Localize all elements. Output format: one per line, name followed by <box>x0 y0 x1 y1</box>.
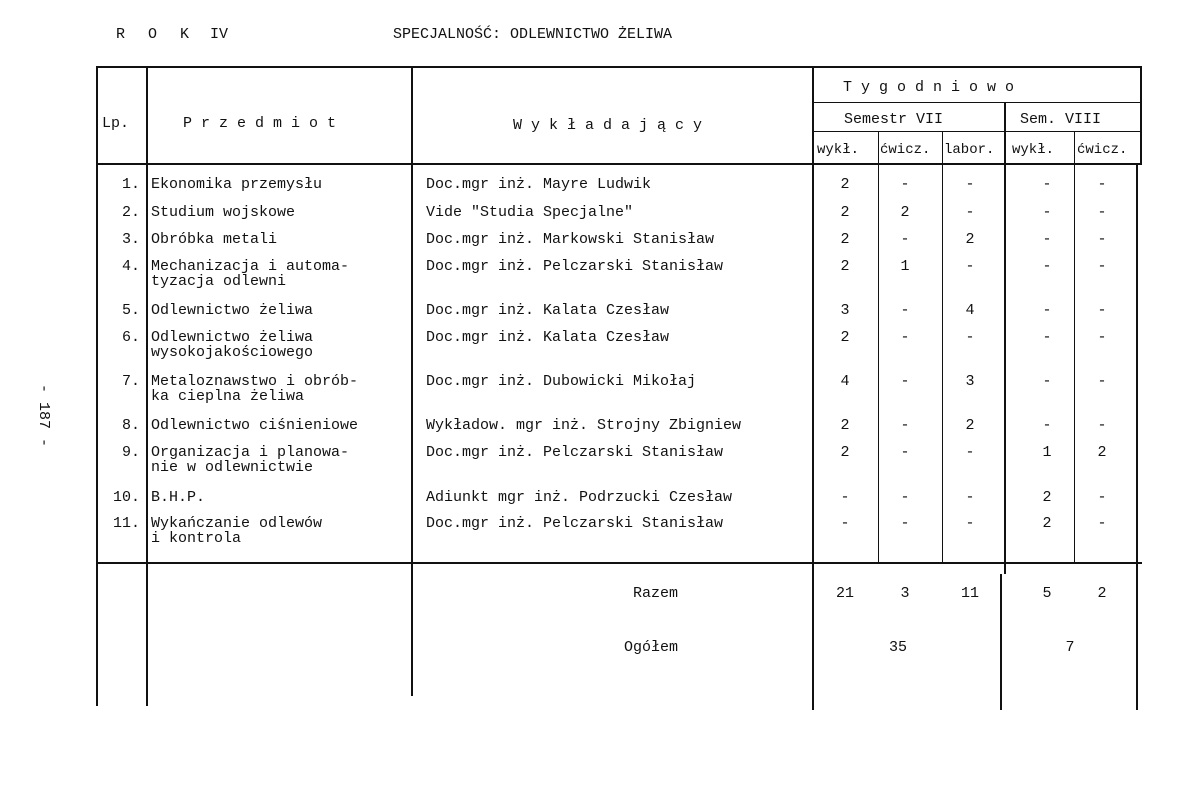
year-label: R O K <box>116 26 197 43</box>
row-subject: Organizacja i planowa- <box>151 444 350 461</box>
row-sem8-value: - <box>1097 515 1107 532</box>
row-subject: B.H.P. <box>151 489 206 506</box>
row-sem7-value: 1 <box>900 258 910 275</box>
col-weekly: T y g o d n i o w o <box>843 79 1015 96</box>
row-lp: 5. <box>121 302 140 319</box>
row-subject: tyzacja odlewni <box>151 273 287 290</box>
row-sem7-value: - <box>965 515 975 532</box>
razem-sem8-ex: 2 <box>1097 585 1107 602</box>
row-sem8-value: - <box>1042 417 1052 434</box>
row-sem8-value: - <box>1097 258 1107 275</box>
row-sem7-value: - <box>900 329 910 346</box>
razem-label: Razem <box>633 585 679 602</box>
row-sem8-value: - <box>1097 302 1107 319</box>
row-sem7-value: 4 <box>840 373 850 390</box>
row-sem7-value: 2 <box>840 417 850 434</box>
row-lecturer: Doc.mgr inż. Pelczarski Stanisław <box>426 515 724 532</box>
row-sem8-value: - <box>1097 176 1107 193</box>
row-sem8-value: - <box>1097 489 1107 506</box>
row-lecturer: Adiunkt mgr inż. Podrzucki Czesław <box>426 489 733 506</box>
row-sem7-value: - <box>840 489 850 506</box>
row-sem7-value: - <box>965 204 975 221</box>
row-sem8-value: 2 <box>1097 444 1107 461</box>
row-subject: wysokojakościowego <box>151 344 314 361</box>
row-sem7-value: - <box>965 176 975 193</box>
col-lp: Lp. <box>102 115 130 132</box>
row-sem8-value: 2 <box>1042 489 1052 506</box>
row-lecturer: Doc.mgr inż. Pelczarski Stanisław <box>426 258 724 275</box>
row-sem8-value: - <box>1097 329 1107 346</box>
row-lecturer: Wykładow. mgr inż. Strojny Zbigniew <box>426 417 742 434</box>
row-lecturer: Doc.mgr inż. Dubowicki Mikołaj <box>426 373 697 390</box>
col-sem7-ex: ćwicz. <box>880 142 931 158</box>
row-sem8-value: - <box>1042 329 1052 346</box>
row-subject: Studium wojskowe <box>151 204 296 221</box>
row-lecturer: Doc.mgr inż. Mayre Ludwik <box>426 176 652 193</box>
row-lecturer: Vide "Studia Specjalne" <box>426 204 634 221</box>
row-sem7-value: - <box>965 489 975 506</box>
row-subject: nie w odlewnictwie <box>151 459 314 476</box>
row-sem7-value: - <box>900 373 910 390</box>
row-lecturer: Doc.mgr inż. Kalata Czesław <box>426 302 670 319</box>
row-sem8-value: 2 <box>1042 515 1052 532</box>
row-subject: Ekonomika przemysłu <box>151 176 323 193</box>
col-sem7-lab: labor. <box>944 142 995 158</box>
row-sem7-value: 2 <box>840 444 850 461</box>
col-sem7-lec: wykł. <box>817 142 860 158</box>
row-sem7-value: 2 <box>965 417 975 434</box>
row-subject: Obróbka metali <box>151 231 278 248</box>
row-lp: 2. <box>121 204 140 221</box>
row-sem8-value: - <box>1042 176 1052 193</box>
col-subject: P r z e d m i o t <box>183 115 337 132</box>
row-sem7-value: - <box>900 417 910 434</box>
row-sem8-value: - <box>1042 231 1052 248</box>
col-sem8: Sem. VIII <box>1020 111 1102 128</box>
row-sem7-value: - <box>900 489 910 506</box>
row-sem7-value: - <box>900 515 910 532</box>
row-sem8-value: - <box>1097 417 1107 434</box>
row-lp: 8. <box>121 417 140 434</box>
row-lp: 3. <box>121 231 140 248</box>
razem-sem7-lab: 11 <box>960 585 979 602</box>
row-sem8-value: - <box>1042 302 1052 319</box>
row-sem8-value: - <box>1042 258 1052 275</box>
row-sem7-value: 3 <box>840 302 850 319</box>
row-sem8-value: - <box>1042 373 1052 390</box>
row-lp: 4. <box>121 258 140 275</box>
row-sem7-value: 2 <box>840 329 850 346</box>
row-sem7-value: - <box>900 302 910 319</box>
row-sem7-value: - <box>965 329 975 346</box>
row-lp: 6. <box>121 329 140 346</box>
row-subject: Metaloznawstwo i obrób- <box>151 373 359 390</box>
row-lp: 10. <box>112 489 140 506</box>
row-sem8-value: - <box>1042 204 1052 221</box>
row-sem7-value: 2 <box>965 231 975 248</box>
row-sem7-value: - <box>900 444 910 461</box>
row-lp: 9. <box>121 444 140 461</box>
row-sem7-value: 2 <box>840 258 850 275</box>
row-sem7-value: 2 <box>840 204 850 221</box>
col-sem8-ex: ćwicz. <box>1077 142 1128 158</box>
specialty-title: SPECJALNOŚĆ: ODLEWNICTWO ŻELIWA <box>393 26 673 43</box>
row-sem7-value: - <box>840 515 850 532</box>
ogolem-sem8: 7 <box>1065 639 1075 656</box>
row-sem7-value: 4 <box>965 302 975 319</box>
razem-sem7-lec: 21 <box>835 585 854 602</box>
row-subject: i kontrola <box>151 530 242 547</box>
row-sem7-value: 3 <box>965 373 975 390</box>
row-subject: Odlewnictwo żeliwa <box>151 302 314 319</box>
row-sem8-value: - <box>1097 231 1107 248</box>
row-subject: Odlewnictwo ciśnieniowe <box>151 417 359 434</box>
row-subject: ka cieplna żeliwa <box>151 388 305 405</box>
row-sem8-value: 1 <box>1042 444 1052 461</box>
row-subject: Mechanizacja i automa- <box>151 258 350 275</box>
col-sem7: Semestr VII <box>844 111 944 128</box>
razem-sem8-lec: 5 <box>1042 585 1052 602</box>
razem-sem7-ex: 3 <box>900 585 910 602</box>
row-sem7-value: - <box>965 258 975 275</box>
row-sem8-value: - <box>1097 373 1107 390</box>
col-lecturer: W y k ł a d a j ą c y <box>513 117 703 134</box>
row-lecturer: Doc.mgr inż. Markowski Stanisław <box>426 231 715 248</box>
row-sem7-value: - <box>965 444 975 461</box>
ogolem-label: Ogółem <box>624 639 679 656</box>
row-lecturer: Doc.mgr inż. Kalata Czesław <box>426 329 670 346</box>
ogolem-sem7: 35 <box>888 639 907 656</box>
row-subject: Wykańczanie odlewów <box>151 515 323 532</box>
row-sem8-value: - <box>1097 204 1107 221</box>
row-sem7-value: - <box>900 231 910 248</box>
row-lp: 1. <box>121 176 140 193</box>
row-sem7-value: - <box>900 176 910 193</box>
side-page-number: - 187 - <box>35 384 52 448</box>
year-value: IV <box>210 26 229 43</box>
row-lecturer: Doc.mgr inż. Pelczarski Stanisław <box>426 444 724 461</box>
row-lp: 7. <box>121 373 140 390</box>
col-sem8-lec: wykł. <box>1012 142 1055 158</box>
row-sem7-value: 2 <box>840 231 850 248</box>
row-sem7-value: 2 <box>900 204 910 221</box>
row-subject: Odlewnictwo żeliwa <box>151 329 314 346</box>
row-sem7-value: 2 <box>840 176 850 193</box>
row-lp: 11. <box>112 515 140 532</box>
